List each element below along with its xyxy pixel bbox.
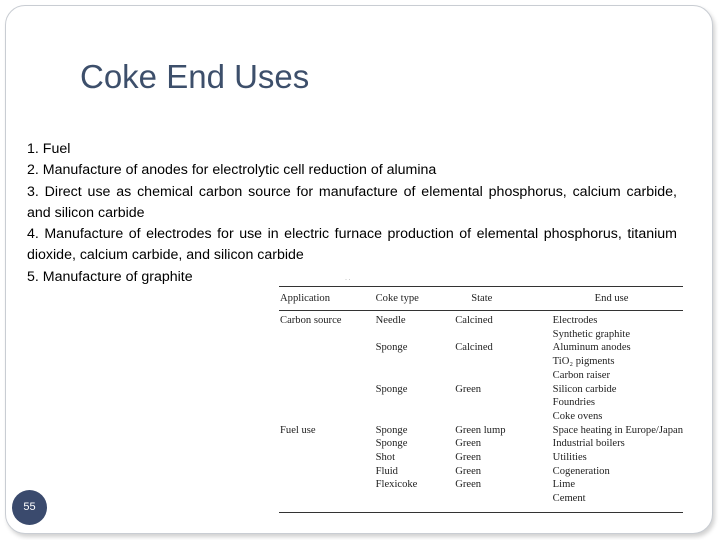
coke-type-cell bbox=[376, 492, 456, 512]
end-use-cell: Cement bbox=[552, 493, 586, 505]
table-row bbox=[279, 437, 683, 451]
state-cell bbox=[455, 328, 552, 342]
coke-type-cell bbox=[376, 355, 456, 369]
slide-title: Coke End Uses bbox=[80, 58, 310, 95]
coke-type-cell: Sponge bbox=[375, 383, 408, 395]
application-cell bbox=[279, 355, 376, 369]
coke-type-cell: Needle bbox=[375, 315, 406, 326]
coke-uses-table bbox=[279, 286, 683, 513]
table-row bbox=[279, 465, 683, 479]
header-end-use: End use bbox=[594, 293, 629, 304]
scan-mark: · · bbox=[345, 277, 351, 283]
application-cell bbox=[279, 492, 376, 512]
end-use-cell: Coke ovens bbox=[552, 410, 603, 422]
state-cell bbox=[455, 410, 552, 424]
state-cell: Green lump bbox=[455, 424, 506, 436]
end-use-cell: Aluminum anodes bbox=[552, 342, 631, 354]
application-cell: Fuel use bbox=[280, 424, 316, 436]
coke-type-cell: Shot bbox=[375, 452, 396, 464]
coke-type-cell: Sponge bbox=[375, 424, 408, 436]
coke-type-cell: Sponge bbox=[375, 438, 408, 450]
header-application: Application bbox=[280, 293, 331, 304]
list-item: 5. Manufacture of graphite bbox=[27, 268, 193, 285]
coke-type-cell bbox=[376, 396, 456, 410]
state-cell bbox=[455, 492, 552, 512]
end-use-cell: Industrial boilers bbox=[552, 438, 625, 450]
state-cell: Green bbox=[455, 438, 482, 450]
coke-uses-table-image bbox=[279, 276, 683, 512]
end-use-cell: Synthetic graphite bbox=[552, 328, 631, 340]
end-use-cell: Foundries bbox=[552, 397, 596, 409]
application-cell bbox=[279, 328, 376, 342]
state-cell: Calcined bbox=[455, 342, 493, 354]
table-row bbox=[279, 478, 683, 492]
table-row bbox=[279, 410, 683, 424]
state-cell: Green bbox=[455, 383, 482, 395]
coke-type-cell: Sponge bbox=[375, 342, 408, 354]
application-cell bbox=[279, 451, 376, 465]
state-cell: Calcined bbox=[455, 315, 493, 326]
coke-type-cell bbox=[376, 410, 456, 424]
table-row bbox=[279, 341, 683, 355]
end-use-cell: Utilities bbox=[552, 452, 587, 464]
numbered-list bbox=[27, 139, 677, 288]
list-item: 4. Manufacture of electrodes for use in electric furnace production of elemental phosphorus, titanium dioxide, calcium carbide, and silicon carbide bbox=[27, 226, 677, 264]
state-cell bbox=[455, 369, 552, 383]
table-row bbox=[279, 492, 683, 512]
end-use-cell: Silicon carbide bbox=[552, 383, 617, 395]
application-cell bbox=[279, 341, 376, 355]
coke-type-cell: Fluid bbox=[375, 465, 398, 477]
page-number-badge: 55 bbox=[12, 490, 47, 525]
state-cell: Green bbox=[455, 452, 482, 464]
application-cell bbox=[279, 396, 376, 410]
application-cell bbox=[279, 410, 376, 424]
state-cell bbox=[455, 396, 552, 410]
list-item: 2. Manufacture of anodes for electrolytic cell reduction of alumina bbox=[27, 162, 437, 179]
application-cell bbox=[279, 383, 376, 397]
table-row bbox=[279, 383, 683, 397]
table-header-row bbox=[279, 287, 683, 311]
end-use-cell: Cogeneration bbox=[552, 465, 610, 477]
list-item: 1. Fuel bbox=[27, 141, 71, 157]
header-state: State bbox=[471, 293, 493, 304]
table-row bbox=[279, 424, 683, 438]
end-use-cell: Electrodes bbox=[552, 315, 598, 326]
coke-type-cell: Flexicoke bbox=[375, 479, 418, 491]
state-cell: Green bbox=[455, 479, 482, 491]
coke-type-cell bbox=[376, 328, 456, 342]
table-row bbox=[279, 369, 683, 383]
table-row bbox=[279, 355, 683, 369]
application-cell: Carbon source bbox=[280, 315, 342, 326]
state-cell: Green bbox=[455, 465, 482, 477]
application-cell bbox=[279, 478, 376, 492]
end-use-cell: Lime bbox=[552, 479, 576, 491]
table-row bbox=[279, 451, 683, 465]
coke-type-cell bbox=[376, 369, 456, 383]
application-cell bbox=[279, 369, 376, 383]
header-coke-type: Coke type bbox=[375, 293, 419, 304]
application-cell bbox=[279, 437, 376, 451]
list-item: 3. Direct use as chemical carbon source for manufacture of elemental phosphorus, calcium carbide, and silicon carbide bbox=[27, 183, 677, 221]
table-body bbox=[279, 311, 683, 513]
application-cell bbox=[279, 465, 376, 479]
end-use-cell: Space heating in Europe/Japan bbox=[552, 424, 683, 436]
table-row bbox=[279, 328, 683, 342]
end-use-cell: Carbon raiser bbox=[552, 369, 611, 381]
state-cell bbox=[455, 355, 552, 369]
table-row bbox=[279, 311, 683, 328]
end-use-cell: TiO₂ pigments bbox=[552, 356, 615, 368]
table-row bbox=[279, 396, 683, 410]
